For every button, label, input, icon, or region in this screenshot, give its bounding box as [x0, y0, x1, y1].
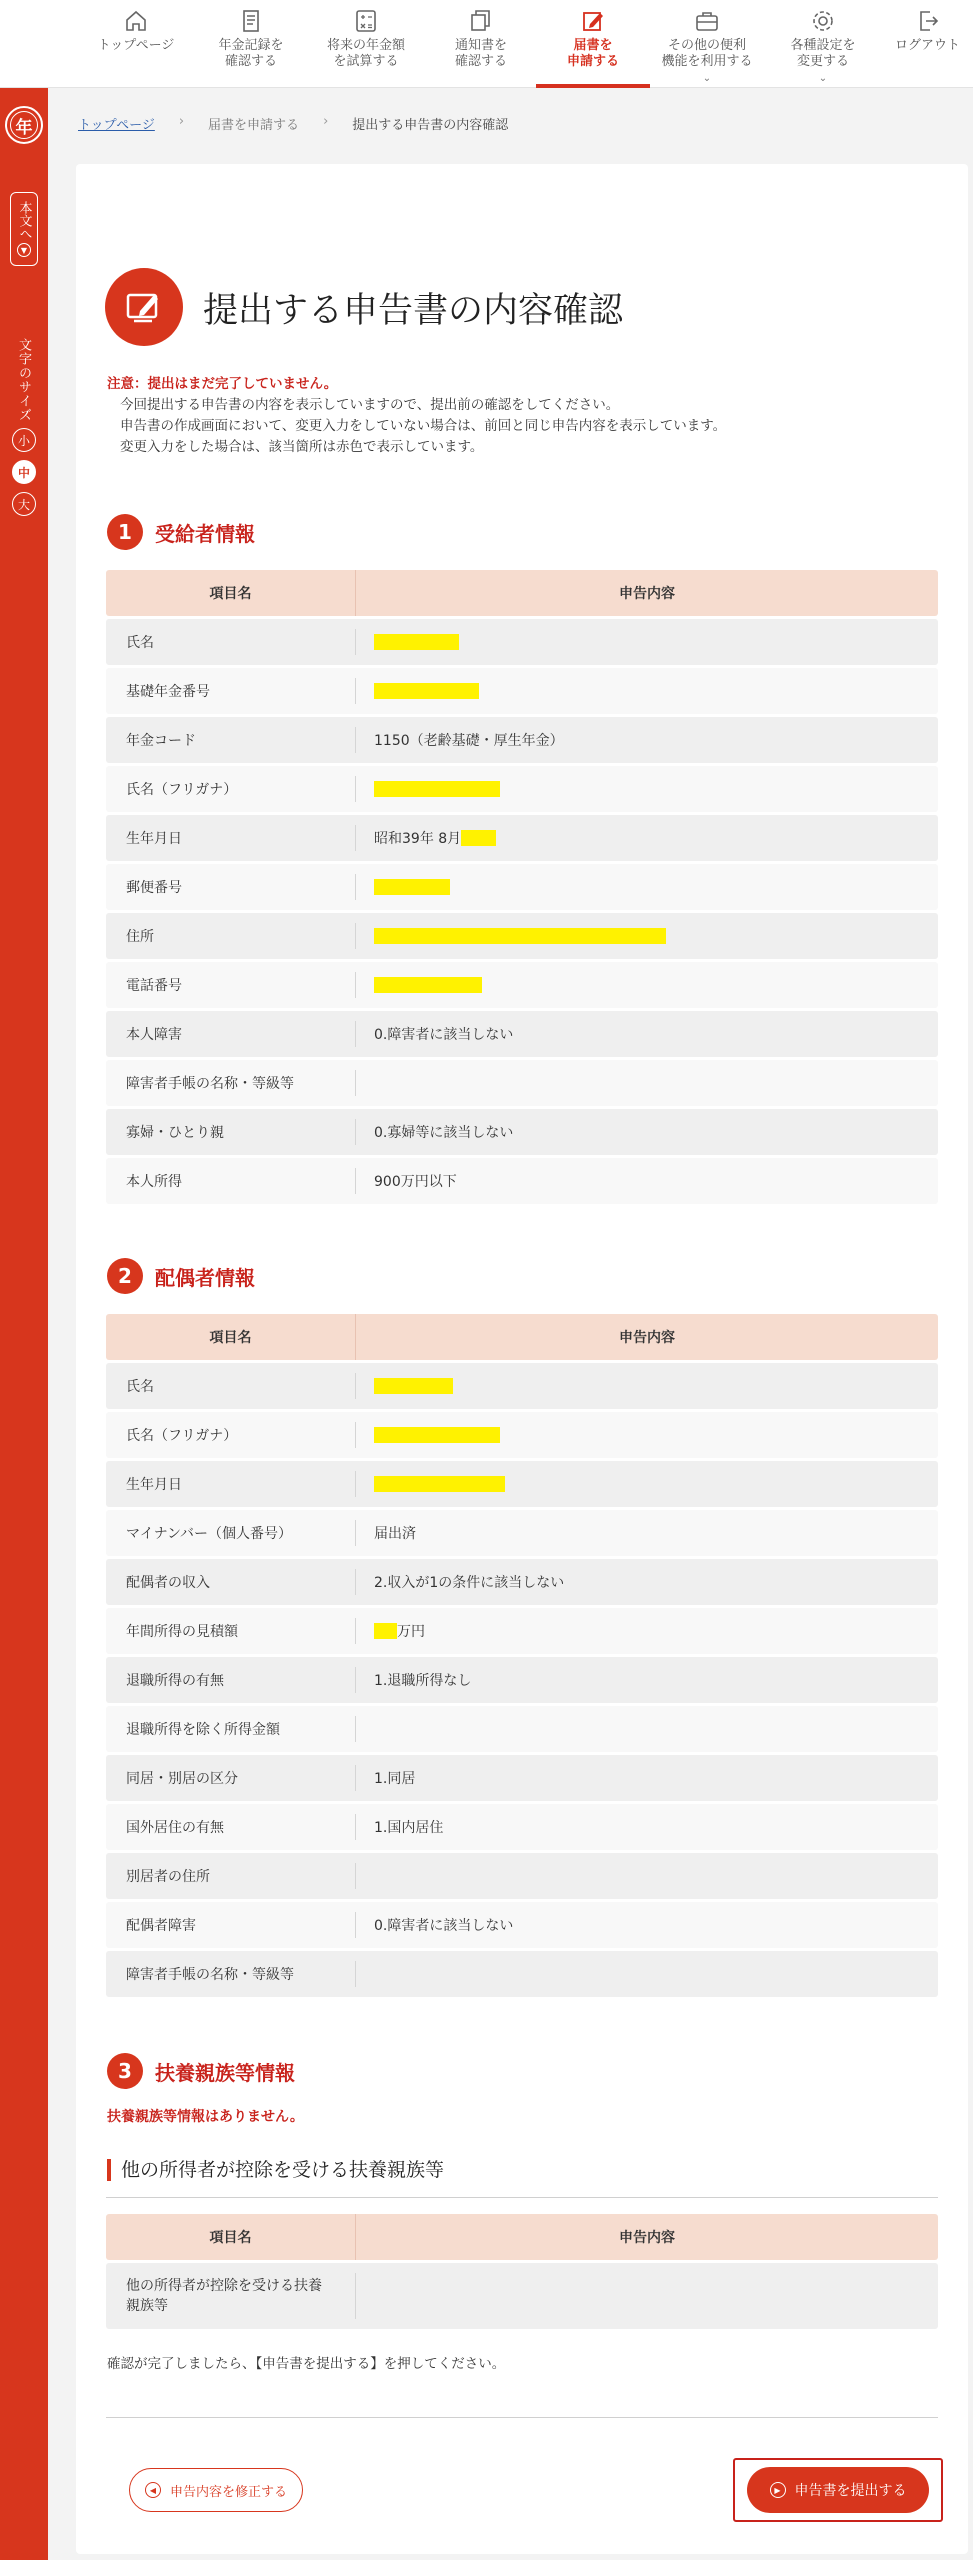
font-size-medium-button[interactable]: 中 — [12, 460, 36, 484]
chevron-down-icon: ⌄ — [818, 73, 828, 84]
table-row — [106, 2263, 938, 2329]
row-value-text: 0.障害者に該当しない — [374, 1918, 514, 1934]
table-row — [106, 1755, 938, 1801]
table-row — [106, 1510, 938, 1556]
nav-label: 各種設定を 変更する — [790, 38, 856, 69]
table-row — [106, 1657, 938, 1703]
nav-label: 通知書を 確認する — [454, 38, 507, 69]
section-number: 2 — [107, 1258, 143, 1294]
row-label: 電話番号 — [106, 972, 356, 998]
font-size-large-button[interactable]: 大 — [12, 492, 36, 516]
row-label: 本人所得 — [106, 1168, 356, 1194]
table-header-row — [106, 2214, 938, 2260]
redaction-mark — [374, 1623, 397, 1639]
nav-label: ログアウト — [894, 38, 960, 53]
row-label: 年間所得の見積額 — [106, 1618, 356, 1644]
row-value — [356, 913, 938, 959]
nav-item-apply-forms[interactable] — [536, 0, 650, 88]
spouse-info-table — [106, 1314, 938, 1997]
table-row — [106, 1608, 938, 1654]
table-row — [106, 1158, 938, 1204]
row-value — [356, 1657, 938, 1703]
recipient-info-table — [106, 570, 938, 1204]
section-recipient-heading — [107, 514, 255, 550]
font-size-label: 文字のサイズ — [16, 338, 31, 422]
redaction-mark — [374, 977, 482, 993]
row-label: 寡婦・ひとり親 — [106, 1119, 356, 1145]
table-row — [106, 864, 938, 910]
play-icon: ▶ — [770, 2482, 786, 2498]
row-value — [356, 717, 938, 763]
notice-line: 今回提出する申告書の内容を表示していますので、提出前の確認をしてください。 — [120, 397, 620, 413]
row-value — [356, 1608, 938, 1654]
redaction-mark — [374, 781, 500, 797]
table-row — [106, 1706, 938, 1752]
row-label: 同居・別居の区分 — [106, 1765, 356, 1791]
nav-item-other-functions[interactable] — [650, 0, 764, 88]
table-row — [106, 619, 938, 665]
header-item: 項目名 — [106, 2214, 356, 2260]
redaction-mark — [374, 1476, 505, 1492]
row-value-text: 1.退職所得なし — [374, 1673, 472, 1689]
row-label: 氏名 — [106, 629, 356, 655]
button-label: 申告書を提出する — [794, 2483, 907, 2499]
row-value — [356, 864, 938, 910]
row-value-text: 1.国内居住 — [374, 1820, 444, 1836]
row-label: 生年月日 — [106, 825, 356, 851]
table-row — [106, 1559, 938, 1605]
row-value-text: 万円 — [397, 1624, 425, 1640]
section-spouse-heading — [107, 1258, 255, 1294]
row-label: 本人障害 — [106, 1021, 356, 1047]
chevron-left-icon: ◀ — [145, 2482, 161, 2498]
skip-label: 本文へ — [16, 201, 32, 240]
row-label: 国外居住の有無 — [106, 1814, 356, 1840]
no-dependents-message: 扶養親族等情報はありません。 — [107, 2109, 304, 2125]
table-row — [106, 1902, 938, 1948]
row-label: 配偶者の収入 — [106, 1569, 356, 1595]
row-value — [356, 1706, 938, 1752]
table-row — [106, 1011, 938, 1057]
table-row — [106, 1412, 938, 1458]
table-row — [106, 717, 938, 763]
skip-to-content-button[interactable] — [10, 192, 38, 266]
row-value-text: 1150（老齢基礎・厚生年金） — [374, 733, 564, 749]
header-content: 申告内容 — [619, 2230, 675, 2246]
row-label: 配偶者障害 — [106, 1912, 356, 1938]
row-label: 住所 — [106, 923, 356, 949]
edit-form-icon — [580, 8, 606, 34]
row-value — [356, 1902, 938, 1948]
row-value — [356, 1412, 938, 1458]
nav-label: 年金記録を 確認する — [218, 38, 284, 69]
breadcrumb-top-page-link[interactable]: トップページ — [78, 118, 155, 133]
dependents-info-table — [106, 2214, 938, 2329]
gear-icon — [810, 8, 836, 34]
briefcase-icon — [694, 8, 720, 34]
row-value — [356, 815, 938, 861]
row-value-text: 昭和39年 8月 — [374, 831, 462, 847]
nav-item-notices[interactable] — [426, 0, 536, 88]
section-title: 受給者情報 — [155, 521, 255, 546]
row-value-text: 2.収入が1の条件に該当しない — [374, 1575, 565, 1591]
logo-seal — [5, 106, 43, 144]
page-title: 提出する申告書の内容確認 — [203, 291, 624, 331]
logout-icon — [915, 8, 941, 34]
redaction-mark — [374, 683, 479, 699]
row-label: 基礎年金番号 — [106, 678, 356, 704]
header-content: 申告内容 — [619, 1330, 675, 1346]
row-label: 氏名（フリガナ） — [106, 776, 356, 802]
row-value-text: 届出済 — [374, 1526, 416, 1542]
breadcrumb-separator: › — [178, 114, 185, 129]
row-value — [356, 668, 938, 714]
nav-item-pension-record[interactable] — [196, 0, 306, 88]
row-value — [356, 1461, 938, 1507]
nav-label: その他の便利 機能を利用する — [661, 38, 753, 69]
table-row — [106, 668, 938, 714]
row-label: マイナンバー（個人番号） — [106, 1520, 356, 1546]
breadcrumb — [78, 114, 508, 133]
seal-text: 年 — [15, 117, 33, 138]
row-value — [356, 1951, 938, 1997]
row-value — [356, 766, 938, 812]
top-navigation — [0, 0, 973, 88]
redaction-mark — [374, 634, 459, 650]
row-label: 障害者手帳の名称・等級等 — [106, 1070, 356, 1096]
header-item: 項目名 — [106, 570, 356, 616]
row-label: 退職所得を除く所得金額 — [106, 1716, 356, 1742]
row-label: 郵便番号 — [106, 874, 356, 900]
table-row — [106, 1060, 938, 1106]
divider — [106, 2417, 938, 2418]
row-value — [356, 962, 938, 1008]
left-sidebar — [0, 88, 48, 2560]
row-value — [356, 1510, 938, 1556]
nav-item-pension-estimate[interactable] — [306, 0, 426, 88]
nav-item-top-page[interactable] — [76, 0, 196, 88]
row-label: 年金コード — [106, 727, 356, 753]
table-row — [106, 1951, 938, 1997]
row-value-text: 900万円以下 — [374, 1174, 457, 1190]
table-header-row — [106, 570, 938, 616]
redaction-mark — [374, 1427, 500, 1443]
nav-label: トップページ — [97, 38, 175, 53]
calculator-icon — [353, 8, 379, 34]
table-header-row — [106, 1314, 938, 1360]
row-label: 生年月日 — [106, 1471, 356, 1497]
row-value — [356, 1853, 938, 1899]
row-value-text: 1.同居 — [374, 1771, 416, 1787]
chevron-down-icon: ⌄ — [702, 73, 712, 84]
row-value — [356, 1804, 938, 1850]
table-row — [106, 1461, 938, 1507]
edit-declaration-button[interactable] — [129, 2468, 303, 2512]
edit-form-icon — [105, 268, 183, 346]
home-icon — [123, 8, 149, 34]
notice-block — [107, 374, 726, 458]
breadcrumb-apply-forms: 届書を申請する — [208, 118, 300, 133]
row-label: 氏名（フリガナ） — [106, 1422, 356, 1448]
section-number: 3 — [107, 2053, 143, 2089]
row-label: 氏名 — [106, 1373, 356, 1399]
record-icon — [238, 8, 264, 34]
redaction-mark — [374, 879, 450, 895]
row-value — [356, 1158, 938, 1204]
table-row — [106, 815, 938, 861]
section-dependents-heading — [107, 2053, 295, 2089]
table-row — [106, 1363, 938, 1409]
redaction-mark — [374, 1378, 453, 1394]
table-row — [106, 913, 938, 959]
row-value-text: 0.寡婦等に該当しない — [374, 1125, 514, 1141]
section-title: 扶養親族等情報 — [155, 2060, 295, 2085]
table-row — [106, 962, 938, 1008]
nav-label: 将来の年金額 を試算する — [326, 38, 405, 69]
row-value — [356, 1109, 938, 1155]
row-value — [356, 1363, 938, 1409]
section-title: 配偶者情報 — [155, 1265, 255, 1290]
nav-item-logout[interactable] — [882, 0, 973, 88]
divider — [106, 2197, 938, 2198]
font-size-small-button[interactable]: 小 — [12, 428, 36, 452]
documents-icon — [468, 8, 494, 34]
notice-warning: 注意：提出はまだ完了していません。 — [107, 376, 338, 392]
section-number: 1 — [107, 514, 143, 550]
redaction-mark — [461, 830, 496, 846]
dependents-subheading: 他の所得者が控除を受ける扶養親族等 — [107, 2159, 444, 2181]
redaction-mark — [374, 928, 666, 944]
confirm-instruction: 確認が完了しましたら、【申告書を提出する】を押してください。 — [107, 2356, 506, 2372]
submit-declaration-button[interactable] — [747, 2467, 929, 2513]
row-value — [356, 1559, 938, 1605]
row-value — [356, 619, 938, 665]
row-label: 退職所得の有無 — [106, 1667, 356, 1693]
row-label: 障害者手帳の名称・等級等 — [106, 1961, 356, 1987]
row-value — [356, 2263, 938, 2329]
table-row — [106, 1109, 938, 1155]
row-label: 別居者の住所 — [106, 1863, 356, 1889]
notice-line: 申告書の作成画面において、変更入力をしていない場合は、前回と同じ申告内容を表示しています。 — [120, 418, 727, 434]
nav-label: 届書を 申請する — [566, 38, 619, 69]
chevron-down-icon: ▼ — [17, 243, 31, 257]
breadcrumb-current: 提出する申告書の内容確認 — [352, 118, 509, 133]
table-row — [106, 1853, 938, 1899]
header-content: 申告内容 — [619, 586, 675, 602]
notice-line: 変更入力をした場合は、該当箇所は赤色で表示しています。 — [120, 439, 484, 455]
row-label: 他の所得者が控除を受ける扶養親族等 — [106, 2273, 356, 2319]
nav-item-settings[interactable] — [764, 0, 882, 88]
breadcrumb-separator: › — [323, 114, 329, 129]
table-row — [106, 1804, 938, 1850]
row-value — [356, 1011, 938, 1057]
row-value — [356, 1060, 938, 1106]
row-value — [356, 1755, 938, 1801]
row-value-text: 0.障害者に該当しない — [374, 1027, 514, 1043]
header-item: 項目名 — [106, 1314, 356, 1360]
table-row — [106, 766, 938, 812]
button-label: 申告内容を修正する — [169, 2484, 287, 2500]
